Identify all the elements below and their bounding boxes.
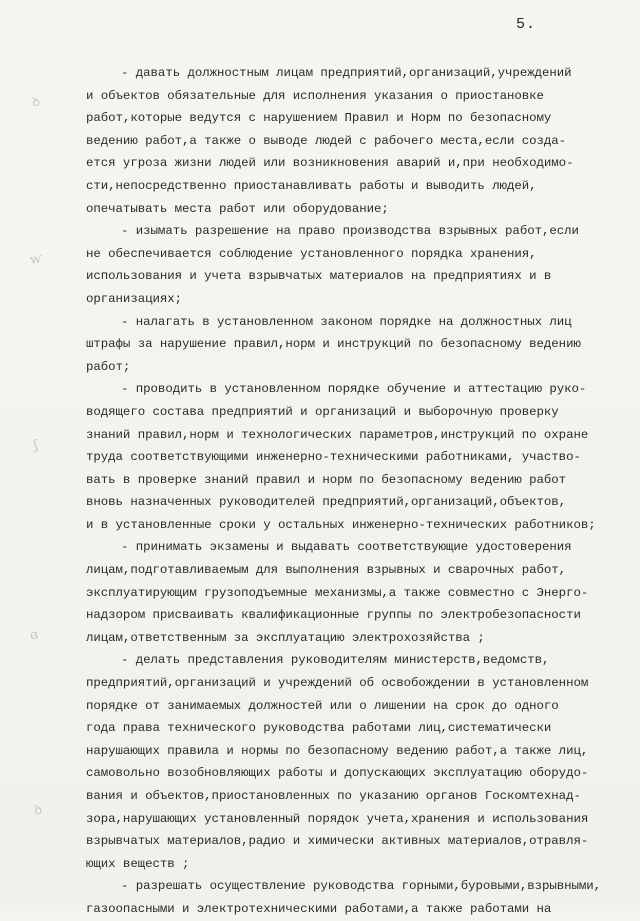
text-line: порядке от занимаемых должностей или о лишении на срок до одного	[86, 698, 559, 713]
text-line: водящего состава предприятий и организаций и выборочную проверку	[86, 404, 559, 419]
text-line: работ,которые ведутся с нарушением Правил и Норм по безопасному	[86, 111, 552, 126]
text-line: вновь назначенных руководителей предприятий,организаций,объектов,	[86, 495, 567, 510]
text-line: самовольно возобновляющих работы и допускающих эксплуатацию оборудо-	[86, 766, 589, 781]
text-line: зора,нарушающих установленный порядок учета,хранения и использования	[86, 811, 589, 826]
text-line: - делать представления руководителям министерств,ведомств,	[121, 653, 550, 668]
text-line: предприятий,организаций и учреждений об освобождении в установленном	[86, 676, 589, 691]
text-line: опечатывать места работ или оборудование;	[86, 201, 389, 216]
text-line: ется угроза жизни людей или возникновения аварий и,при необходимо-	[86, 156, 574, 171]
document-body	[86, 62, 626, 921]
text-line: надзором присваивать квалификационные группы по электробезопасности	[86, 608, 581, 623]
text-line: штрафы за нарушение правил,норм и инструкций по безопасному ведению	[86, 337, 581, 352]
text-line: лицам,ответственным за эксплуатацию электрохозяйства ;	[86, 630, 485, 645]
text-line: взрывчатых материалов,радио и химически активных материалов,отравля-	[86, 834, 589, 849]
text-line: эксплуатирующим грузоподъемные механизмы,а также совместно с Энерго-	[86, 585, 589, 600]
margin-smudge: ꝺ	[32, 802, 44, 819]
margin-smudge: ⱳ	[28, 250, 44, 269]
text-line: организациях;	[86, 291, 183, 306]
text-line: не обеспечивается соблюдение установленного порядка хранения,	[86, 246, 537, 261]
text-line: - проводить в установленном порядке обучение и аттестацию руко-	[121, 382, 587, 397]
text-line: использования и учета взрывчатых материалов на предприятиях и в	[86, 269, 552, 284]
text-line: нарушающих правила и нормы по безопасному ведению работ,а также лиц,	[86, 743, 589, 758]
text-line: вать в проверке знаний правил и норм по безопасному ведению работ	[86, 472, 567, 487]
text-line: - разрешать осуществление руководства горными,буровыми,взрывными,	[121, 879, 602, 894]
text-line: - налагать в установленном законом порядке на должностных лиц	[121, 314, 572, 329]
page-number: 5.	[516, 16, 537, 33]
text-line: ющих веществ ;	[86, 856, 190, 871]
text-line: лицам,подготавливаемым для выполнения взрывных и сварочных работ,	[86, 563, 567, 578]
text-line: и в установленные сроки у остальных инженерно-технических работников;	[86, 517, 596, 532]
text-line: - принимать экзамены и выдавать соответствующие удостоверения	[121, 540, 572, 555]
text-line: труда соответствующими инженерно-техническими работниками, участво-	[86, 450, 581, 465]
text-line: ведению работ,а также о выводе людей с рабочего места,если созда-	[86, 133, 567, 148]
text-line: года права технического руководства работами лиц,систематически	[86, 721, 552, 736]
text-line: и объектов обязательные для исполнения указания о приостановке	[86, 88, 544, 103]
text-line: вания и объектов,приостановленных по указанию органов Госкомтехнад-	[86, 789, 581, 803]
text-line: - давать должностным лицам предприятий,организаций,учреждений	[121, 66, 572, 80]
text-line: знаний правил,норм и технологических параметров,инструкций по охране	[86, 427, 589, 442]
text-line: сти,непосредственно приостанавливать работы и выводить людей,	[86, 178, 537, 193]
margin-smudge: ɞ	[28, 627, 40, 644]
text-line: газоопасными и электротехническими работами,а также работами на	[86, 901, 552, 916]
margin-smudge: ꝺ	[30, 94, 42, 111]
margin-smudge: ʃ	[32, 437, 40, 454]
text-line: - изымать разрешение на право производства взрывных работ,если	[121, 224, 579, 239]
text-line: работ;	[86, 359, 131, 374]
